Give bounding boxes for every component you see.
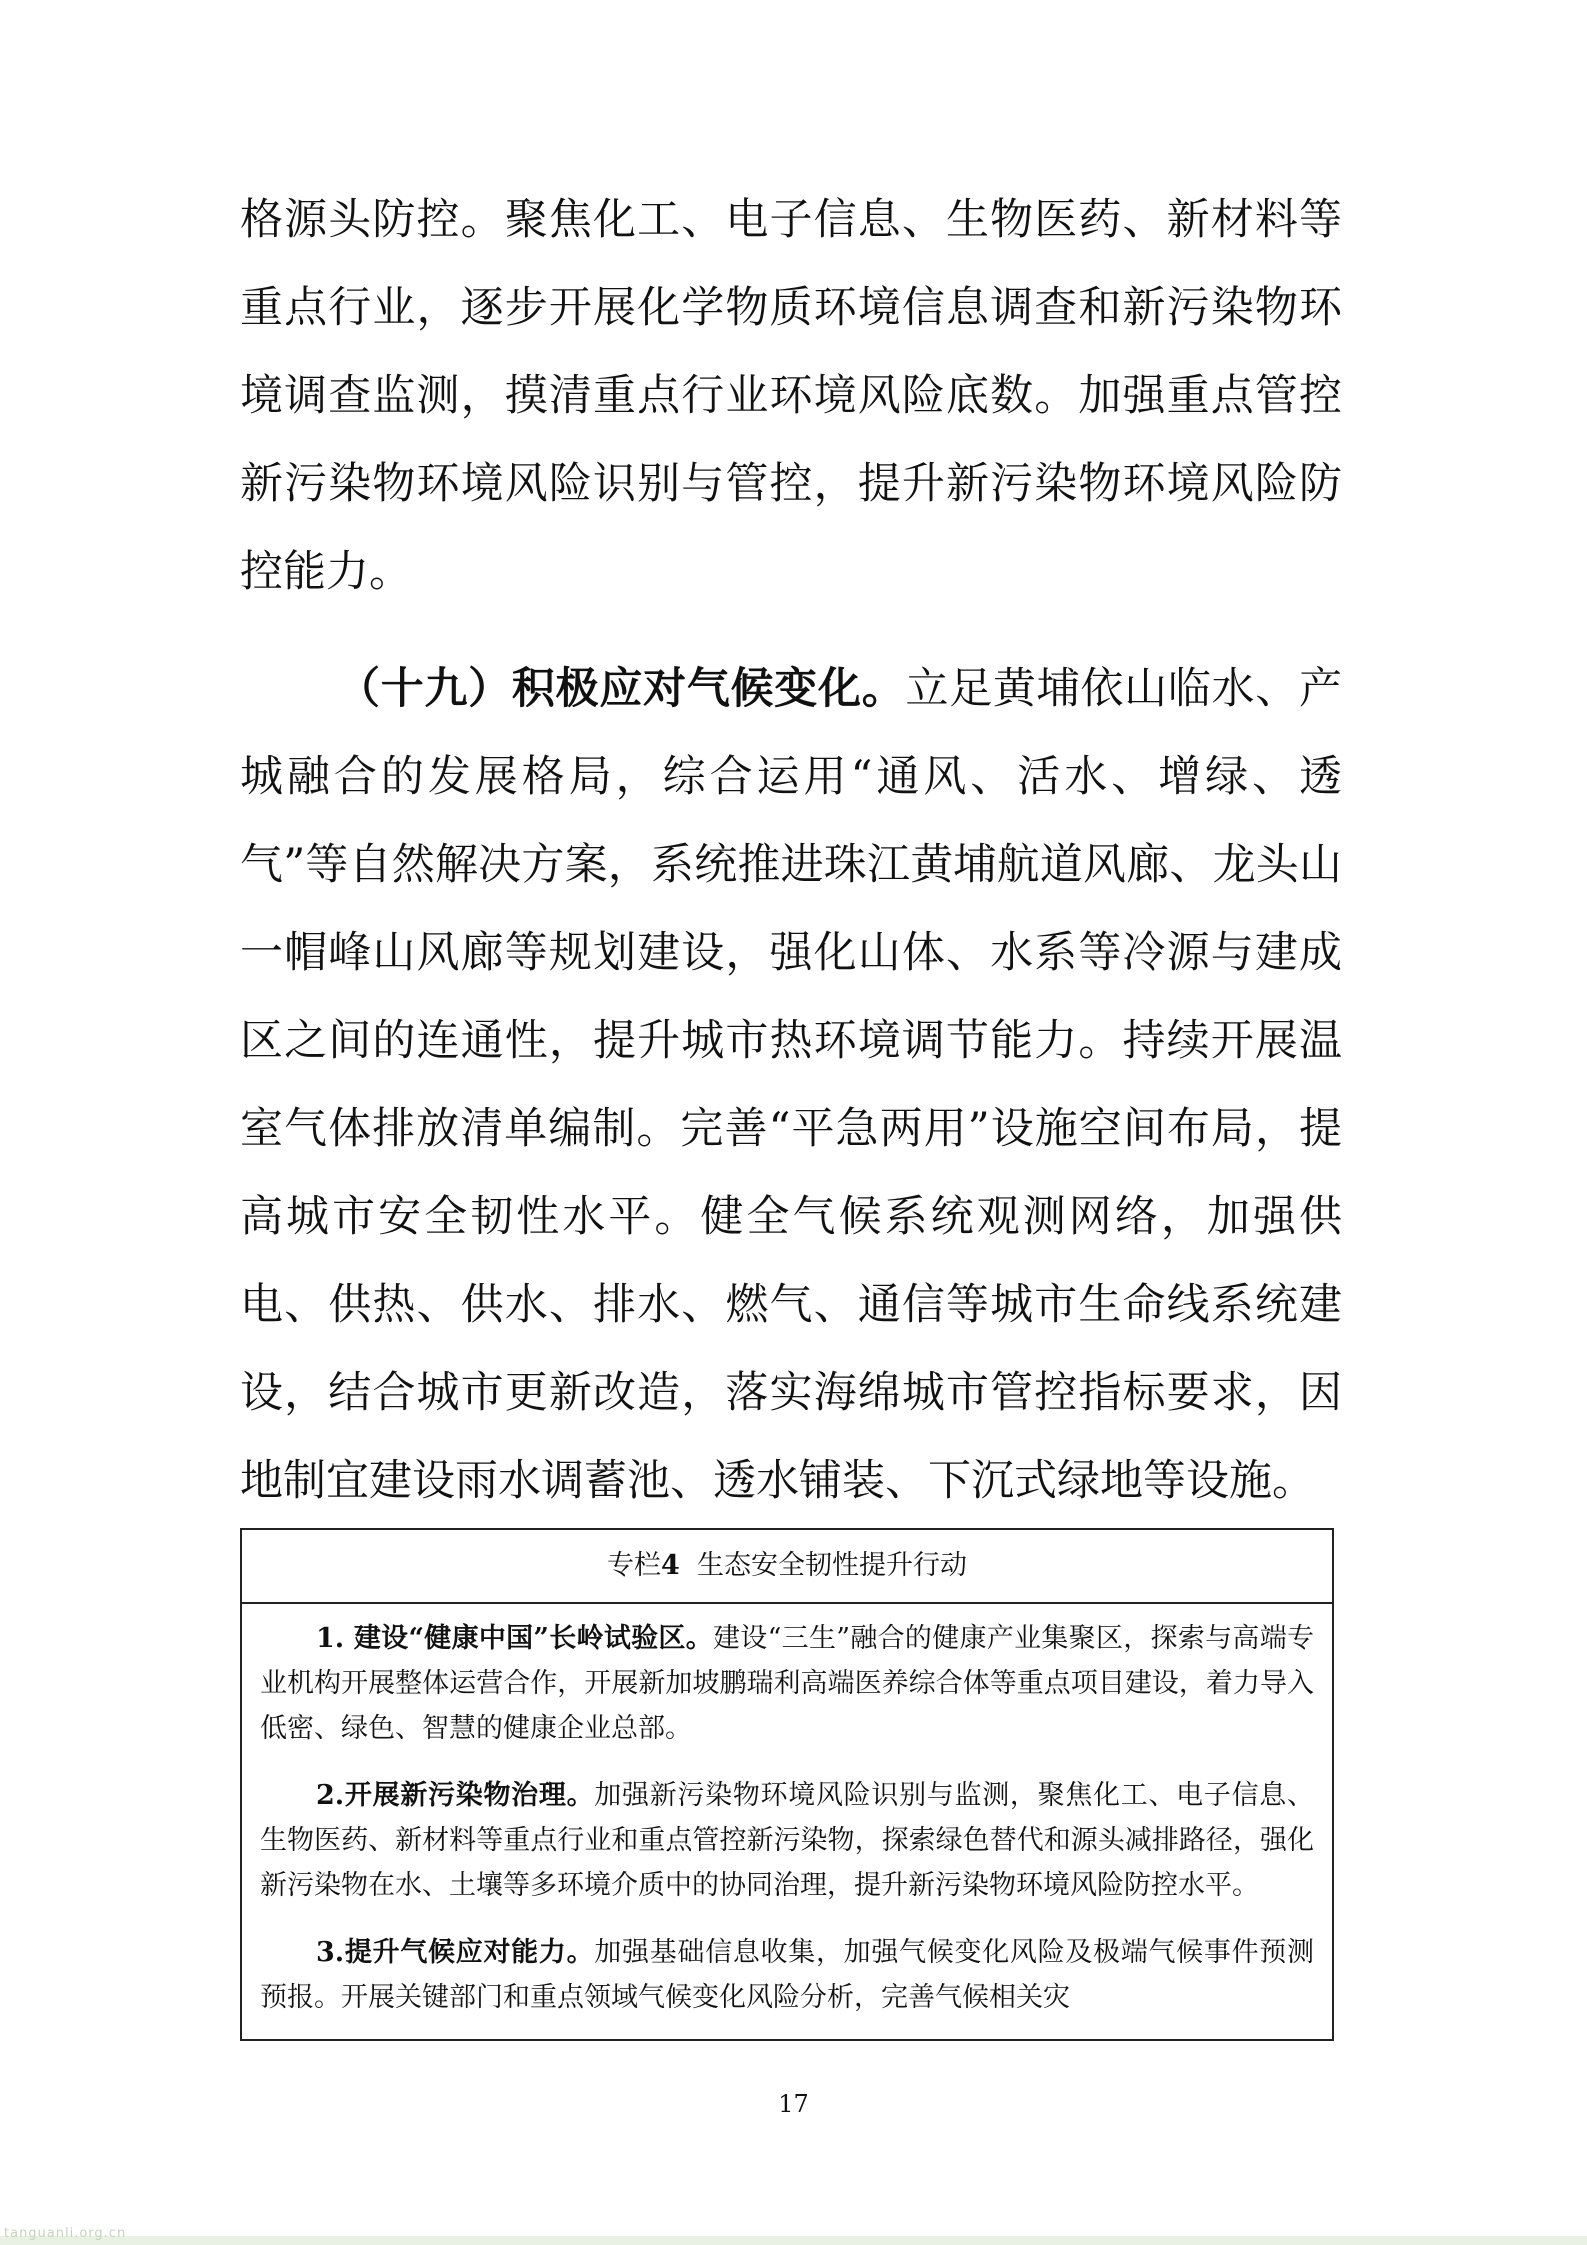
column-item-heading: 3.提升气候应对能力。 — [316, 1937, 595, 1968]
column-title-text: 生态安全韧性提升行动 — [696, 1550, 967, 1581]
body-paragraph-continued: 格源头防控。聚焦化工、电子信息、生物医药、新材料等重点行业，逐步开展化学物质环境信息调查和新污染物环境调查监测，摸清重点行业环境风险底数。加强重点管控新污染物环境风险识别与管控，提升新污染物环境风险防控能力。 — [240, 195, 1342, 597]
column-item-body: 加强基础信息收集，加强气候变化风险及极端气候事件预测预报。开展关键部门和重点领域气候变化风险分析，完善气候相关灾 — [260, 1937, 1315, 2013]
column-box-body — [242, 1604, 1332, 2020]
column-item-body: 建设“三生”融合的健康产业集聚区，探索与高端专业机构开展整体运营合作，开展新加坡鹏瑞利高端医养综合体等重点项目建设，着力导入低密、绿色、智慧的健康企业总部。 — [260, 1623, 1314, 1744]
bottom-strip — [0, 2236, 1587, 2245]
column-item-heading: 2.开展新污染物治理。 — [316, 1780, 595, 1811]
page-number: 17 — [778, 2090, 809, 2118]
column-title-number: 4 — [661, 1550, 680, 1581]
section-19-body: 立足黄埔依山临水、产城融合的发展格局，综合运用“通风、活水、增绿、透气”等自然解决方案，系统推进珠江黄埔航道风廊、龙头山一帽峰山风廊等规划建设，强化山体、水系等冷源与建成区之间的连通性，提升城市热环境调节能力。持续开展温室气体排放清单编制。完善“平急两用”设施空间布局，提高城市安全韧性水平。健全气候系统观测网络，加强供电、供热、供水、排水、燃气、通信等城市生命线系统建设，结合城市更新改造，落实海绵城市管控指标要求，因地制宜建设雨水调蓄池、透水铺装、下沉式绿地等设施。 — [240, 664, 1343, 1506]
column-title-prefix: 专栏 — [607, 1550, 662, 1581]
column-item-heading: 1. 建设“健康中国”长岭试验区。 — [316, 1623, 713, 1654]
watermark: tanguanli.org.cn — [4, 2226, 127, 2241]
column-item — [260, 1930, 1314, 2020]
section-19-paragraph — [240, 645, 1342, 1525]
column-box-title — [242, 1530, 1332, 1604]
column-item-body: 加强新污染物环境风险识别与监测，聚焦化工、电子信息、生物医药、新材料等重点行业和重点管控新污染物，探索绿色替代和源头减排路径，强化新污染物在水、土壤等多环境介质中的协同治理，提升新污染物环境风险防控水平。 — [260, 1780, 1315, 1901]
column-item — [260, 1773, 1314, 1908]
column-item — [260, 1616, 1314, 1751]
column-box — [240, 1528, 1334, 2041]
section-19-heading: （十九）积极应对气候变化。 — [337, 664, 906, 714]
